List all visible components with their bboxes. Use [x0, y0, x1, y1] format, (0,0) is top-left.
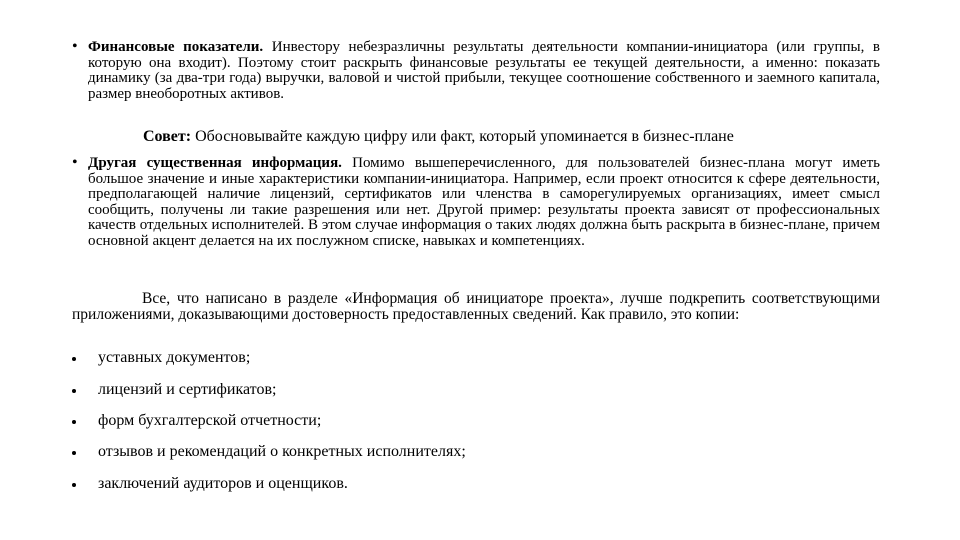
other-information-heading: Другая существенная информация.: [88, 155, 342, 171]
bullet-dot: [72, 389, 76, 393]
supporting-documents-paragraph: Все, что написано в разделе «Информация об инициаторе проекта», лучше подкрепить соответствующими приложениями, доказывающими достоверность предоставленных сведений. Как правило, это копии:: [72, 290, 880, 323]
financial-indicators-text: Инвестору небезразличны результаты деятельности компании-инициатора (или группы, в которую она входит). Поэтому стоит раскрыть финансовые результаты ее текущей деятельности, а именно: показать динамику (за два-три года) выручки, валовой и чистой прибыли, текущее соотношение собственного и заемного капитала, размер внеоборотных активов.: [88, 39, 880, 102]
financial-indicators-heading: Финансовые показатели.: [88, 39, 264, 55]
bullet-dot: [72, 483, 76, 487]
list-item-text: отзывов и рекомендаций о конкретных исполнителях;: [98, 443, 466, 460]
financial-indicators-paragraph: [88, 40, 880, 102]
advice-label: Совет:: [143, 128, 192, 145]
bullet-marker: •: [72, 38, 78, 55]
other-information-paragraph: [88, 156, 880, 249]
list-item-text: форм бухгалтерской отчетности;: [98, 412, 322, 429]
bullet-marker: •: [72, 154, 78, 171]
list-item-text: заключений аудиторов и оценщиков.: [98, 475, 348, 492]
bullet-dot: [72, 451, 76, 455]
advice-line: [143, 128, 734, 146]
list-item-text: уставных документов;: [98, 349, 251, 366]
bullet-dot: [72, 357, 76, 361]
bullet-dot: [72, 420, 76, 424]
other-information-text: Помимо вышеперечисленного, для пользователей бизнес-плана могут иметь большое значение и иные характеристики компании-инициатора. Например, если проект относится к сфере деятельности, предполагающей наличие лицензий, сертификатов или членства в саморегулируемых организациях, имеет смысл сообщить, получены ли такие разрешения или нет. Другой пример: результаты проекта зависят от профессиональных качеств отдельных исполнителей. В этом случае информация о таких людях должна быть раскрыта в бизнес-плане, причем основной акцент делается на их послужном списке, навыках и компетенциях.: [88, 155, 880, 249]
list-item-text: лицензий и сертификатов;: [98, 381, 277, 398]
advice-text: Обосновывайте каждую цифру или факт, который упоминается в бизнес-плане: [191, 128, 734, 145]
